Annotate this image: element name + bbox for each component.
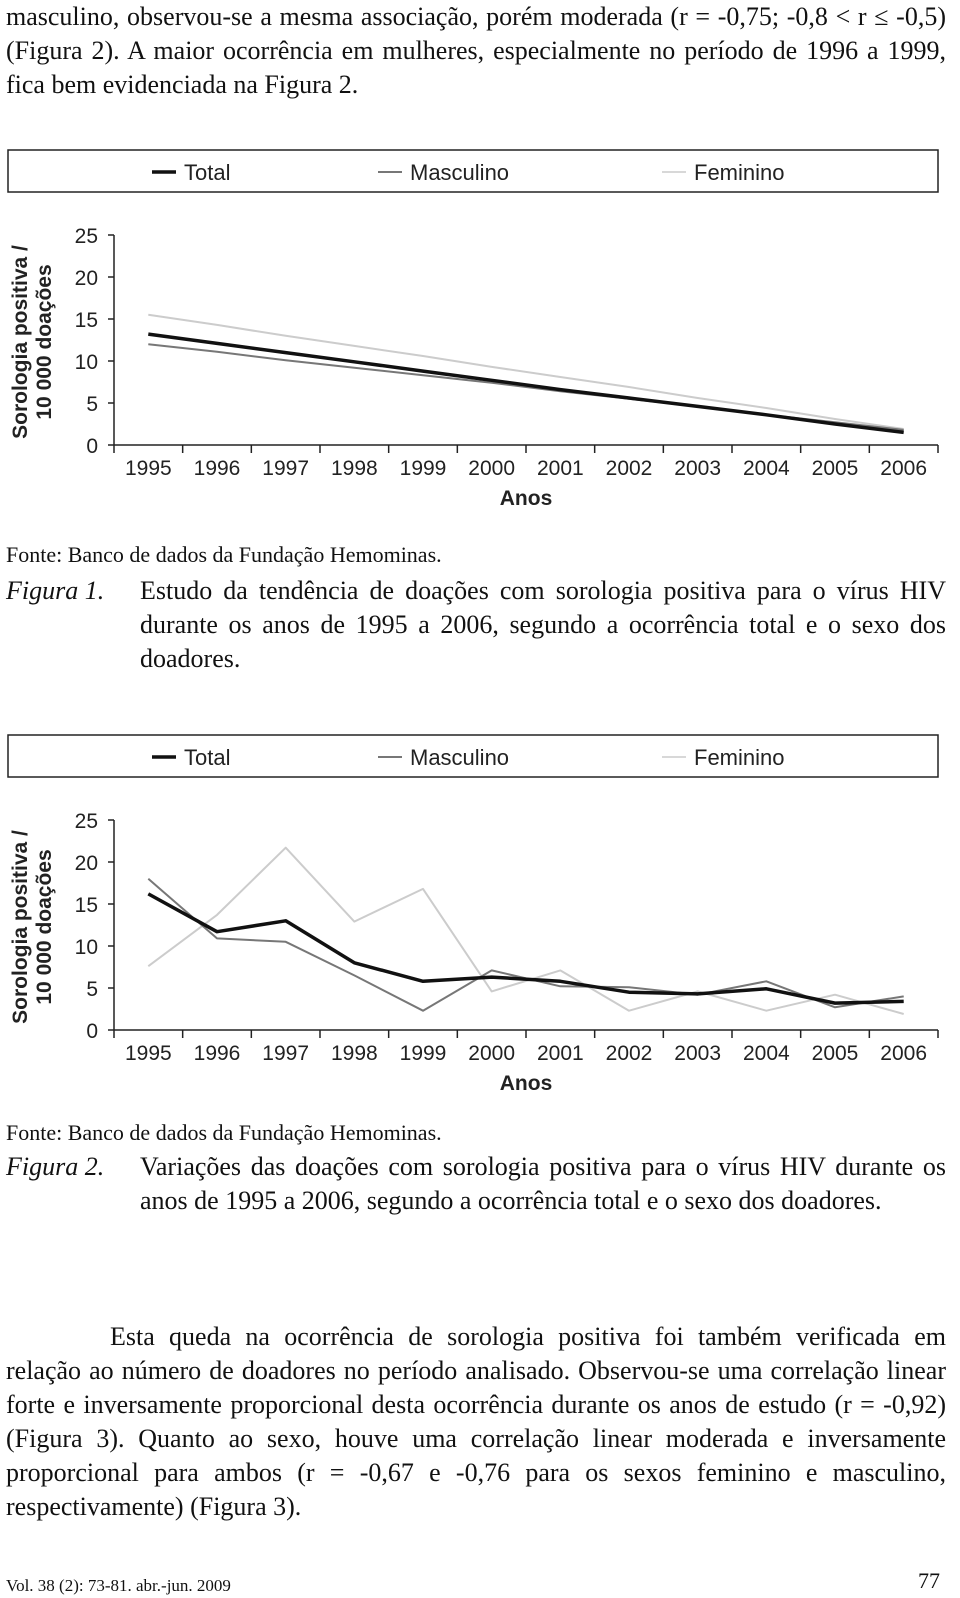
- figure2-caption-text: Variações das doações com sorologia positiva para o vírus HIV durante os anos de 1995 a 2006, segundo a ocorrência total e o sexo dos doadores.: [140, 1152, 946, 1215]
- y-tick-label: 0: [86, 435, 98, 458]
- x-tick-label: 2001: [536, 1042, 584, 1065]
- legend-label-total: Total: [184, 160, 231, 185]
- x-tick-label: 1997: [262, 1042, 310, 1065]
- figure2-chart: [0, 730, 960, 1100]
- x-tick-label: 1997: [262, 457, 310, 480]
- figure1-caption-text: Estudo da tendência de doações com sorologia positiva para o vírus HIV durante os anos de 1995 a 2006, segundo a ocorrência total e o sexo dos doadores.: [140, 576, 946, 673]
- y-tick-label: 15: [74, 894, 98, 917]
- legend-label-masculino: Masculino: [410, 160, 510, 185]
- y-axis-title: [9, 245, 56, 439]
- x-axis-title: Anos: [499, 487, 553, 510]
- legend-label-feminino: Feminino: [694, 160, 785, 185]
- x-tick-label: 1999: [399, 1042, 447, 1065]
- figure2-label: Figura 2.: [6, 1152, 105, 1181]
- x-tick-label: 2004: [742, 1042, 790, 1065]
- legend-label-total: Total: [184, 745, 231, 770]
- y-tick-label: 10: [74, 351, 98, 374]
- y-tick-label: 5: [86, 393, 98, 416]
- y-axis-title-line1: Sorologia positiva /: [9, 830, 32, 1024]
- discussion-paragraph: Esta queda na ocorrência de sorologia positiva foi também verificada em relação ao número de doadores no período analisado. Observou-se uma correlação linear forte e inversamente proporcional desta ocorrência durante os anos de estudo (r = -0,92) (Figura 3). Quanto ao sexo, houve uma correlação linear moderada e inversamente proporcional para ambos (r = -0,67 e -0,76 para os sexos feminino e masculino, respectivamente) (Figura 3).: [6, 1322, 946, 1521]
- x-tick-label: 1995: [124, 457, 172, 480]
- x-tick-label: 1996: [193, 1042, 241, 1065]
- x-tick-label: 2005: [811, 457, 859, 480]
- x-tick-label: 1995: [124, 1042, 172, 1065]
- x-tick-label: 2003: [674, 457, 722, 480]
- series-line-feminino: [148, 848, 903, 1014]
- x-tick-label: 2006: [880, 1042, 928, 1065]
- y-tick-label: 20: [74, 267, 98, 290]
- x-tick-label: 2004: [742, 457, 790, 480]
- x-tick-label: 1996: [193, 457, 241, 480]
- x-tick-label: 2000: [468, 1042, 516, 1065]
- x-tick-label: 2002: [605, 457, 653, 480]
- x-tick-label: 2005: [811, 1042, 859, 1065]
- x-tick-label: 2006: [880, 457, 928, 480]
- x-tick-label: 2002: [605, 1042, 653, 1065]
- x-tick-label: 2003: [674, 1042, 722, 1065]
- figure1-source: Fonte: Banco de dados da Fundação Hemominas.: [6, 542, 442, 567]
- x-axis-title: Anos: [499, 1072, 553, 1095]
- y-axis-title: [9, 830, 56, 1024]
- x-tick-label: 2000: [468, 457, 516, 480]
- figure2-source: Fonte: Banco de dados da Fundação Hemominas.: [6, 1120, 442, 1145]
- y-tick-label: 0: [86, 1020, 98, 1043]
- series-line-masculino: [148, 879, 903, 1011]
- page-number: 77: [918, 1568, 940, 1593]
- intro-paragraph: masculino, observou-se a mesma associação, porém moderada (r = -0,75; -0,8 < r ≤ -0,5) (Figura 2). A maior ocorrência em mulheres, especialmente no período de 1996 a 1999, fica bem evidenciada na Figura 2.: [6, 2, 946, 99]
- chart-svg: [0, 730, 960, 1100]
- y-tick-label: 15: [74, 309, 98, 332]
- figure1-chart: [0, 145, 960, 515]
- chart-svg: [0, 145, 960, 515]
- x-tick-label: 1998: [330, 457, 378, 480]
- figure1-label: Figura 1.: [6, 576, 105, 605]
- series-line-feminino: [148, 315, 903, 429]
- y-axis-title-line1: Sorologia positiva /: [9, 245, 32, 439]
- journal-citation: Vol. 38 (2): 73-81. abr.-jun. 2009: [6, 1576, 231, 1595]
- y-tick-label: 5: [86, 978, 98, 1001]
- x-tick-label: 2001: [536, 457, 584, 480]
- y-tick-label: 25: [74, 225, 98, 248]
- y-tick-label: 20: [74, 852, 98, 875]
- series-line-total: [148, 894, 903, 1003]
- y-tick-label: 25: [74, 810, 98, 833]
- y-tick-label: 10: [74, 936, 98, 959]
- legend-label-masculino: Masculino: [410, 745, 510, 770]
- x-tick-label: 1998: [330, 1042, 378, 1065]
- y-axis-title-line2: 10 000 doações: [33, 849, 56, 1005]
- y-axis-title-line2: 10 000 doações: [33, 264, 56, 420]
- series-line-total: [148, 334, 903, 432]
- legend-label-feminino: Feminino: [694, 745, 785, 770]
- x-tick-label: 1999: [399, 457, 447, 480]
